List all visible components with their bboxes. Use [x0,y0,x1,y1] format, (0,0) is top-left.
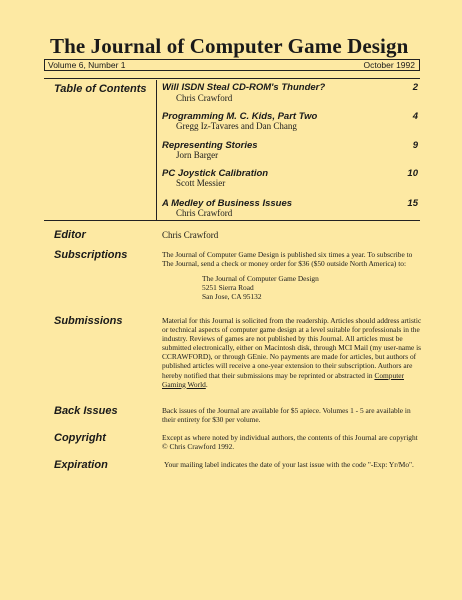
address-line: 5251 Sierra Road [202,283,254,293]
submissions-text [162,316,424,389]
toc-item-author: Chris Crawford [176,208,233,218]
toc-label: Table of Contents [54,83,147,95]
back-issues-label: Back Issues [54,405,118,417]
computer-gaming-world-reference: Computer Gaming World [162,370,404,389]
copyright-label: Copyright [54,432,106,444]
expiration-label: Expiration [54,459,108,471]
toc-item-title: A Medley of Business Issues [162,198,293,209]
address-line: San Jose, CA 95132 [202,292,262,302]
toc-item-title: PC Joystick Calibration [162,168,269,179]
toc-item-author: Chris Crawford [176,93,233,103]
volume-number: Volume 6, Number 1 [48,60,126,70]
issue-date: October 1992 [363,60,415,70]
back-issues-text: Back issues of the Journal are available for $5 apiece. Volumes 1 - 5 are available in their entirety for $30 per volume. [162,406,411,425]
toc-bottom-rule [44,220,420,221]
toc-item-page: 10 [407,168,418,179]
toc-item-page: 9 [412,140,418,151]
address-line: The Journal of Computer Game Design [202,274,319,284]
toc-item-author: Jorn Barger [176,150,219,160]
toc-item-page: 15 [407,198,418,209]
issue-bar [44,59,420,71]
subscriptions-text [162,250,424,301]
submissions-end: . [205,379,208,389]
editor-name: Chris Crawford [162,230,219,240]
toc-item-page: 2 [412,82,418,93]
journal-title: The Journal of Computer Game Design [50,34,409,58]
subscriptions-label: Subscriptions [54,249,128,261]
toc-item-title: Will ISDN Steal CD-ROM's Thunder? [162,82,326,93]
toc-item-author: Scott Messier [176,178,226,188]
toc-item-title: Representing Stories [162,140,258,151]
submissions-paragraph: Material for this Journal is solicited from the readership. Articles should address artistic or technical aspects of computer game design at a level suitable for professionals in the industry. Reviews of games are not published by this Journal. All articles must be submitted electronically, either on Macintosh disk, through MCI Mail (my user-name is CCRAWFORD), or through GEnie. No payments are made for articles, but authors of published articles will receive a one-year extension to their subscription. Authors are hereby notified that their submissions may be reprinted or abstracted in [162,316,422,380]
toc-top-rule [44,78,420,79]
toc-item-title: Programming M. C. Kids, Part Two [162,111,318,122]
subscription-address [202,274,424,301]
toc-item-page: 4 [412,111,418,122]
toc-divider [156,80,157,220]
toc-item-author: Gregg Iz-Tavares and Dan Chang [176,121,297,131]
expiration-text: Your mailing label indicates the date of your last issue with the code "-Exp: Yr/Mo". [164,460,414,469]
editor-label: Editor [54,229,86,241]
subscriptions-paragraph: The Journal of Computer Game Design is published six times a year. To subscribe to The Journal, send a check or money order for $36 ($50 outside North America) to: [162,250,413,269]
submissions-label: Submissions [54,315,123,327]
copyright-text: Except as where noted by individual authors, the contents of this Journal are copyright © Chris Crawford 1992. [162,433,418,452]
